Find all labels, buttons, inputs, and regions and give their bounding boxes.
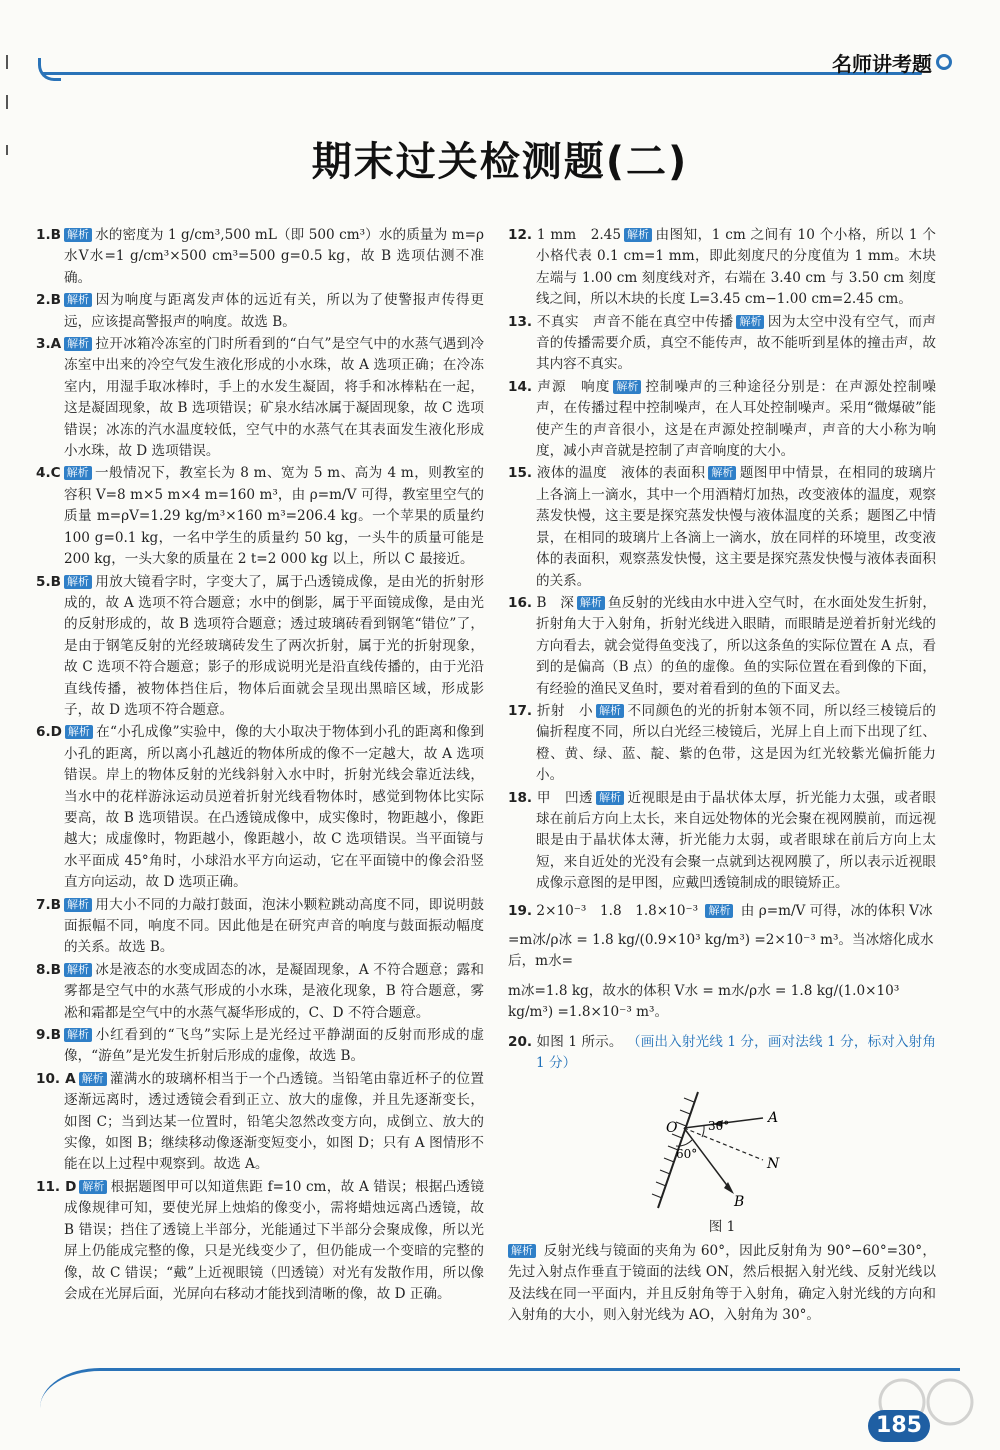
- analysis-tag: 解析: [596, 704, 624, 718]
- analysis-tag: 解析: [736, 315, 764, 329]
- answer-text: 声源 响度: [537, 378, 611, 395]
- analysis-tag: 解析: [64, 575, 92, 589]
- left-column: [36, 225, 484, 1306]
- answer-item: [36, 1177, 484, 1305]
- analysis-text: 控制噪声的三种途径分别是：在声源处控制噪声，在传播过程中控制噪声，在人耳处控制噪声。采用“微爆破”能使产生的声音很小，这是在声源处控制噪声，声音的大小称为响度，减小声音就是控制了声音响度的大小。: [536, 378, 936, 460]
- analysis-tag: 解析: [79, 1180, 107, 1194]
- item-number: 13.: [508, 313, 533, 330]
- answer-item-20: [508, 1032, 936, 1075]
- label-N: N: [767, 1156, 780, 1173]
- answer-item-20-analysis: [508, 1241, 936, 1327]
- analysis-tag: 解析: [508, 1244, 536, 1258]
- angle-arc: [702, 1126, 704, 1137]
- score-note: （画出入射光线 1 分，画对法线 1 分，标对入射角 1 分）: [536, 1033, 936, 1072]
- answer-item: [508, 377, 936, 463]
- analysis-tag: 解析: [577, 596, 605, 610]
- analysis-text: 拉开冰箱冷冻室的门时所看到的“白气”是空气中的水蒸气遇到冷冻室中出来的冷空气发生液化形成的小水珠，故 A 选项正确；在冷冻室内，用湿手取冰棒时，手上的水发生凝固，将手和冰棒粘在一起，这是凝固现象，故 B 选项错误；矿泉水结冰属于凝固现象，故 C 选项错误；冰冻的汽水温度较低，空气中的水蒸气在其表面发生液化形成小水珠，故 D 选项错误。: [64, 336, 484, 460]
- item-number: 6.D: [36, 724, 62, 741]
- item-number: 4.C: [36, 465, 61, 482]
- analysis-tag: 解析: [708, 466, 736, 480]
- answer-item: [36, 1025, 484, 1068]
- series-title: 名师讲考题: [832, 52, 932, 76]
- answer-list-right: [508, 225, 936, 895]
- analysis-tag: 解析: [64, 963, 92, 977]
- analysis-tag: 解析: [624, 228, 652, 242]
- footer-curve: [40, 1368, 960, 1431]
- answer-text: B 深: [536, 594, 574, 611]
- analysis-text: 因为响度与距离发声体的远近有关，所以为了使警报声传得更远，应该提高警报声的响度。故选 B。: [64, 292, 484, 330]
- analysis-tag: 解析: [65, 725, 93, 739]
- answer-list-left: [36, 225, 484, 1305]
- item-number: 12.: [508, 227, 533, 243]
- item-number: 10. A: [36, 1070, 76, 1087]
- answer-item: [36, 225, 484, 289]
- edge-mark: [6, 95, 8, 109]
- answer-item: [36, 1069, 484, 1176]
- answer-text: 液体的温度 液体的表面积: [536, 465, 706, 482]
- answer-item: [508, 225, 936, 311]
- answer-text: 不真实 声音不能在真空中传播: [536, 313, 734, 330]
- analysis-text: 用大小不同的力敲打鼓面，泡沫小颗粒跳动高度不同，即说明鼓面振幅不同，响度不同。因此他是在研究声音的响度与鼓面振动幅度的关系。故选 B。: [64, 896, 484, 956]
- label-O: O: [666, 1120, 678, 1137]
- analysis-text: 因为太空中没有空气，而声音的传播需要介质，真空不能传声，故不能听到星体的撞击声，故其内容不真实。: [536, 313, 937, 373]
- item-number: 3.A: [36, 336, 62, 353]
- answer-item: [508, 788, 936, 895]
- page-title: 期末过关检测题(二): [311, 139, 689, 185]
- analysis-tag: 解析: [613, 380, 641, 394]
- item-number: 18.: [508, 789, 533, 806]
- header-rule: [42, 72, 922, 75]
- header-curve: [38, 58, 61, 81]
- answer-item: [508, 312, 936, 376]
- analysis-tag: 解析: [596, 791, 624, 805]
- formula-line: =m冰/ρ冰 = 1.8 kg/(0.9×10³ kg/m³) =2×10⁻³ m³。当冰熔化成水后，m水=: [508, 932, 934, 970]
- analysis-tag: 解析: [64, 466, 92, 480]
- item-number: 2.B: [36, 292, 61, 309]
- answer-item: [36, 334, 484, 462]
- item-number: 9.B: [36, 1027, 61, 1044]
- label-A: A: [768, 1110, 779, 1127]
- analysis-text: 在“小孔成像”实验中，像的大小取决于物体到小孔的距离和像到小孔的距离，所以离小孔越近的物体所成的像不一定越大，故 A 选项错误。岸上的物体反射的光线斜射入水中时，折射光线会靠近法线，当水中的花样游泳运动员逆着折射光线看物体时，感觉到物体比实际要高，故 B 选项错误。在凸透镜成像中，成实像时，物距越小，像距越大；成虚像时，物距越小，像距越小，故 C 选项错误。当平面镜与水平面成 45°角时，小球沿水平方向运动，它在平面镜中的像会沿竖直方向运动，故 D 选项正确。: [64, 724, 484, 891]
- label-B: B: [734, 1194, 745, 1211]
- item-number: 5.B: [36, 573, 61, 590]
- analysis-text: 由图知，1 cm 之间有 10 个小格，所以 1 个小格代表 0.1 cm=1 mm，即此刻度尺的分度值为 1 mm。木块左端与 1.00 cm 刻度线对齐，右端在 3.40 cm 与 3.50 cm 刻度线之间，所以木块的长度 L=3.45 cm−1.00 cm=2.45 cm。: [536, 227, 936, 308]
- formula-line: m冰=1.8 kg，故水的体积 V水 = m水/ρ水 = 1.8 kg/(1.0×10³ kg/m³) =1.8×10⁻³ m³。: [508, 982, 900, 1021]
- circle-icon: [936, 54, 952, 70]
- answer-text: 折射 小: [536, 702, 594, 719]
- analysis-text: 小红看到的“飞鸟”实际上是光经过平静湖面的反射而形成的虚像，“游鱼”是光发生折射后形成的虚像，故选 B。: [64, 1027, 484, 1065]
- analysis-text: 不同颜色的光的折射本领不同，所以经三棱镜后的偏折程度不同，所以白光经三棱镜后，光屏上自上而下出现了红、橙、黄、绿、蓝、靛、紫的色带，这是因为红光较紫光偏折能力小。: [536, 702, 937, 784]
- analysis-text: 根据题图甲可以知道焦距 f=10 cm，故 A 错误；根据凸透镜成像规律可知，要使光屏上烛焰的像变小，需将蜡烛远离凸透镜，故 B 错误；挡住了透镜上半部分，光能通过下半部分会聚成像，所以光屏上仍能成完整的像，只是光线变少了，但仍能成一个变暗的完整的像，故 C 错误；“戴”上近视眼镜（凹透镜）对光有发散作用，所以像会成在光屏后面，光屏向右移动才能找到清晰的像，故 D 正确。: [64, 1178, 484, 1302]
- item-number: 20.: [508, 1033, 533, 1050]
- answer-item: [508, 463, 936, 591]
- answer-item: [508, 701, 936, 787]
- analysis-tag: 解析: [64, 898, 92, 912]
- analysis-tag: 解析: [64, 337, 92, 351]
- angle-arc: [676, 1140, 692, 1146]
- analysis-text: 反射光线与镜面的夹角为 60°，因此反射角为 90°−60°=30°，先过入射点作垂直于镜面的法线 ON，然后根据入射光线、反射光线以及法线在同一平面内，并且反射角等于入射角，确定入射光线的方向和入射角的大小，则入射光线为 AO，入射角为 30°。: [508, 1242, 936, 1324]
- answer-item: [36, 572, 484, 722]
- analysis-tag: 解析: [64, 228, 92, 242]
- answer-item-19: [508, 901, 936, 922]
- item-number: 14.: [508, 378, 533, 395]
- analysis-text: 鱼反射的光线由水中进入空气时，在水面处发生折射，折射角大于入射角，折射光线进入眼睛，而眼睛是逆着折射光线的方向看去，就会觉得鱼变浅了，所以这条鱼的实际位置在 A 点，看到的是偏高（B 点）的鱼的虚像。鱼的实际位置在看到像的下面，有经验的渔民叉鱼时，要对着看到的鱼的下面叉去。: [536, 594, 936, 697]
- item-number: 8.B: [36, 961, 61, 978]
- figure-caption: 图 1: [708, 1219, 736, 1236]
- analysis-tag: 解析: [705, 904, 733, 918]
- analysis-tag: 解析: [64, 293, 92, 307]
- analysis-text: 用放大镜看字时，字变大了，属于凸透镜成像，是由光的折射形成的，故 A 选项不符合题意；水中的倒影，属于平面镜成像，是由光的反射形成的，故 B 选项符合题意；透过玻璃砖看到钢笔“错位”了，是由于钢笔反射的光经玻璃砖发生了两次折射，属于光的折射现象，故 C 选项不符合题意；影子的形成说明光是沿直线传播的，由于光沿直线传播，被物体挡住后，物体后面就会呈现出黑暗区域，形成影子，故 D 选项不符合题意。: [64, 573, 484, 718]
- answer-item: [508, 593, 936, 700]
- page-number: 185: [868, 1410, 930, 1442]
- item-number: 15.: [508, 465, 533, 482]
- analysis-text: 灌满水的玻璃杯相当于一个凸透镜。当铅笔由靠近杯子的位置逐渐远离时，透过透镜会看到正立、放大的虚像，并且先逐渐变长，如图 C；当到达某一位置时，铅笔尖忽然改变方向，成倒立、放大的实像，如图 B；继续移动像逐渐变短变小，如图 D；只有 A 图情形不能在以上过程中观察到。故选 A。: [64, 1070, 484, 1173]
- ray-diagram: [508, 1080, 936, 1215]
- item-number: 19.: [508, 902, 533, 919]
- right-column: [508, 225, 936, 1326]
- answer-item: [36, 895, 484, 959]
- angle-label: 60°: [676, 1147, 698, 1162]
- answer-text: 2×10⁻³ 1.8 1.8×10⁻³: [536, 902, 699, 919]
- answer-text: 如图 1 所示。: [536, 1033, 623, 1050]
- analysis-tag: 解析: [79, 1072, 107, 1086]
- item-number: 1.B: [36, 227, 61, 243]
- analysis-text: 近视眼是由于晶状体太厚，折光能力太强，或者眼球在前后方向上太长，来自远处物体的光会聚在视网膜前，而远视眼是由于晶状体太薄，折光能力太弱，或者眼球在前后方向上太短，来自近处的光没有会聚一点就到达视网膜了，所以表示近视眼成像示意图的是甲图，应戴凹透镜制成的眼镜矫正。: [536, 789, 937, 892]
- answer-text: 甲 凹透: [536, 789, 594, 806]
- analysis-text: 由 ρ=m/V 可得，冰的体积 V冰: [740, 902, 933, 919]
- edge-mark: [6, 55, 8, 69]
- analysis-text: 冰是液态的水变成固态的冰，是凝固现象，A 不符合题意；露和雾都是空气中的水蒸气形成的小水珠，是液化现象，B 符合题意，雾凇和霜都是空气中的水蒸气凝华形成的，C、D 不符合题意。: [64, 961, 484, 1021]
- analysis-text: 题图甲中情景，在相同的玻璃片上各滴上一滴水，其中一个用酒精灯加热，改变液体的温度，观察蒸发快慢，这主要是探究蒸发快慢与液体温度的关系；题图乙中情景，在相同的玻璃片上各滴上一滴水，放在同样的环境里，改变液体的表面积，观察蒸发快慢，这主要是探究蒸发快慢与液体表面积的关系。: [536, 465, 937, 589]
- item-number: 11. D: [36, 1178, 77, 1195]
- analysis-tag: 解析: [64, 1028, 92, 1042]
- answer-text: 1 mm 2.45: [536, 227, 621, 243]
- answer-item: [36, 722, 484, 893]
- item-number: 16.: [508, 594, 533, 611]
- item-number: 17.: [508, 702, 533, 719]
- analysis-text: 水的密度为 1 g/cm³,500 mL（即 500 cm³）水的质量为 m=ρ水V水=1 g/cm³×500 cm³=500 g=0.5 kg，故 B 选项估测不准确。: [64, 227, 484, 286]
- answer-item: [36, 463, 484, 570]
- ray-diagram-svg: [508, 1080, 936, 1215]
- item-number: 7.B: [36, 896, 61, 913]
- answer-item: [36, 290, 484, 333]
- angle-label: 30°: [708, 1119, 730, 1134]
- analysis-text: 一般情况下，教室长为 8 m、宽为 5 m、高为 4 m，则教室的容积 V=8 m×5 m×4 m=160 m³，由 ρ=m/V 可得，教室里空气的质量 m=ρV=1.29 kg/m³×160 m³=206.4 kg。一个苹果的质量约 100 g=0.1 kg，一名中学生的质量约 50 kg，一头牛的质量可能是 200 kg，一头大象的质量在 2 t=2 000 kg 以上，所以 C 最接近。: [64, 465, 484, 568]
- answer-item: [36, 960, 484, 1024]
